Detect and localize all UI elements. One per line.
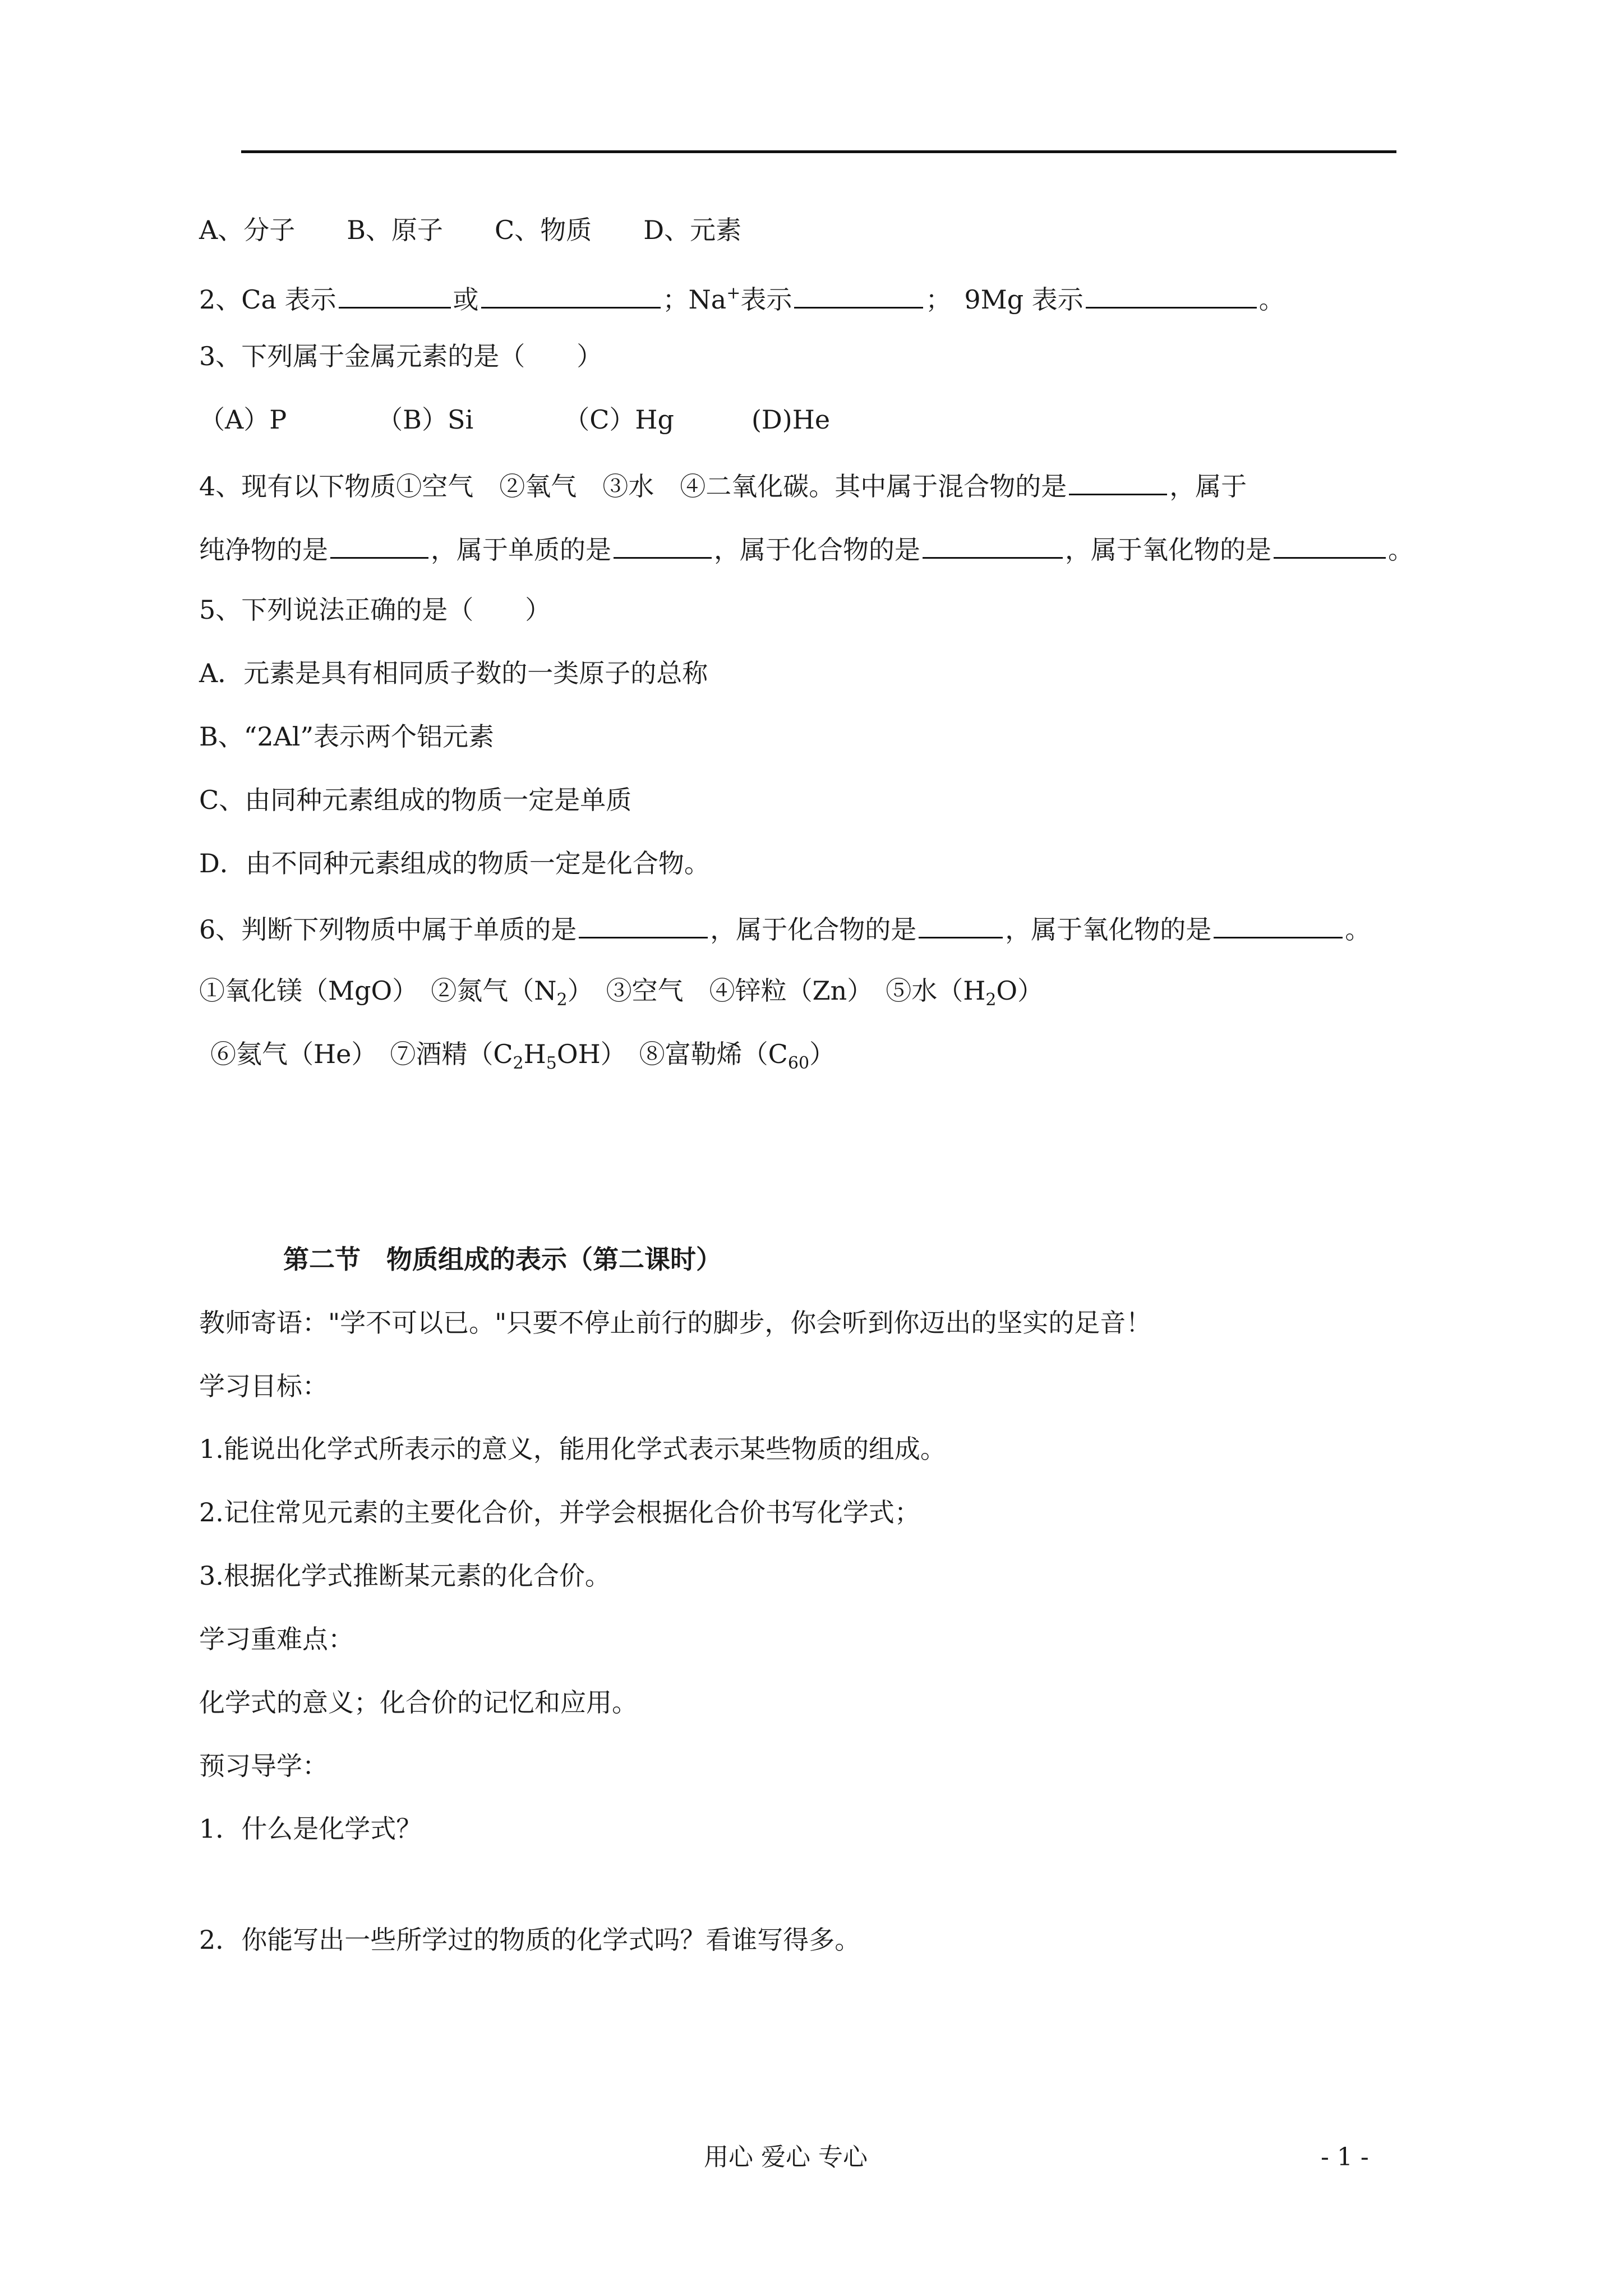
q3-options: （A）P （B）Si （C）Hg (D)He (199, 404, 831, 435)
key-heading: 学习重难点： (199, 1624, 354, 1654)
q2-text-e: ； 9Mg 表示 (925, 284, 1083, 315)
key-text: 化学式的意义；化合价的记忆和应用。 (199, 1687, 638, 1718)
q4-blank-compound[interactable] (923, 530, 1063, 559)
goal-3: 3.根据化学式推断某元素的化合价。 (199, 1561, 611, 1591)
q6-t3: OH） ⑧富勒烯（C (556, 1039, 788, 1069)
q4-text-c: 纯净物的是 (199, 535, 328, 565)
q4-text-f: ，属于氧化物的是 (1065, 535, 1271, 565)
q5-option-d: D．由不同种元素组成的物质一定是化合物。 (199, 848, 710, 878)
teacher-words: 教师寄语："学不可以已。"只要不停止前行的脚步，你会听到你迈出的坚实的足音！ (199, 1308, 1152, 1338)
q2-blank-1[interactable] (339, 280, 451, 309)
q6-s2: ） ③空气 ④锌粒（Zn） ⑤水（H (567, 976, 986, 1006)
q6-text-b: ，属于化合物的是 (710, 914, 917, 945)
q6-t3-sub: 60 (787, 1053, 810, 1073)
q6-blank-element[interactable] (579, 910, 708, 938)
q6-t2-sub: 5 (546, 1053, 557, 1073)
q6-blank-oxide[interactable] (1214, 910, 1343, 938)
q6-text-c: ，属于氧化物的是 (1005, 914, 1212, 945)
q2-line (199, 277, 1285, 316)
q6-text-a: 6、判断下列物质中属于单质的是 (199, 914, 577, 945)
q1-options: A、分子 B、原子 C、物质 D、元素 (199, 215, 742, 245)
q6-blank-compound[interactable] (919, 910, 1003, 938)
section-title: 第二节 物质组成的表示（第二课时） (283, 1244, 722, 1274)
q4-line-1 (199, 467, 1247, 503)
q2-text-d: 表示 (740, 284, 792, 315)
q6-s1-sub: 2 (556, 990, 568, 1010)
q6-t4: ） (809, 1039, 836, 1069)
q6-s3: O） (996, 976, 1044, 1006)
q4-text-e: ，属于化合物的是 (714, 535, 920, 565)
q3-question: 3、下列属于金属元素的是（ ） (199, 341, 603, 371)
q6-s1: ①氧化镁（MgO） ②氮气（N (199, 976, 557, 1006)
q2-blank-4[interactable] (1086, 280, 1257, 309)
q6-t2: H (523, 1039, 546, 1069)
q2-text-c: ；Na (662, 284, 727, 315)
goals-heading: 学习目标： (199, 1371, 328, 1401)
q4-blank-oxide[interactable] (1274, 530, 1386, 559)
q2-text-b: 或 (453, 284, 479, 315)
q5-question: 5、下列说法正确的是（ ） (199, 595, 551, 625)
q4-text-b: ，属于 (1169, 471, 1247, 501)
q2-blank-2[interactable] (481, 280, 661, 309)
q4-line-2 (199, 530, 1414, 567)
q5-option-b: B、“2Al”表示两个铝元素 (199, 721, 495, 752)
page-number: - 1 - (1321, 2143, 1369, 2171)
q6-t1-sub: 2 (513, 1053, 524, 1073)
q6-line (199, 910, 1371, 946)
footer-motto: 用心 爱心 专心 (704, 2143, 868, 2171)
q6-substances-2 (210, 1037, 835, 1080)
q4-blank-element[interactable] (614, 530, 712, 559)
q4-blank-mixture[interactable] (1069, 467, 1167, 495)
q4-blank-pure[interactable] (330, 530, 428, 559)
q6-s2-sub: 2 (985, 990, 997, 1010)
q2-text-f: 。 (1258, 284, 1285, 315)
q6-substances-1 (199, 974, 1043, 1017)
preview-question-1: 1．什么是化学式？ (199, 1814, 422, 1844)
q2-blank-3[interactable] (794, 280, 923, 309)
q4-text-a: 4、现有以下物质①空气 ②氧气 ③水 ④二氧化碳。其中属于混合物的是 (199, 471, 1067, 501)
header-rule (241, 150, 1396, 153)
goal-1: 1.能说出化学式所表示的意义，能用化学式表示某些物质的组成。 (199, 1434, 946, 1464)
goal-2: 2.记住常见元素的主要化合价，并学会根据化合价书写化学式； (199, 1497, 920, 1527)
q2-superscript: + (726, 283, 741, 303)
q5-option-c: C、由同种元素组成的物质一定是单质 (199, 785, 632, 815)
q2-text-a: 2、Ca 表示 (199, 284, 336, 315)
q5-option-a: A．元素是具有相同质子数的一类原子的总称 (199, 658, 708, 688)
q6-text-d: 。 (1345, 914, 1371, 945)
q6-t1: ⑥氦气（He） ⑦酒精（C (210, 1039, 513, 1069)
q4-text-g: 。 (1388, 535, 1414, 565)
q4-text-d: ，属于单质的是 (431, 535, 611, 565)
preview-heading: 预习导学： (199, 1751, 328, 1781)
preview-question-2: 2．你能写出一些所学过的物质的化学式吗？看谁写得多。 (199, 1925, 861, 1955)
